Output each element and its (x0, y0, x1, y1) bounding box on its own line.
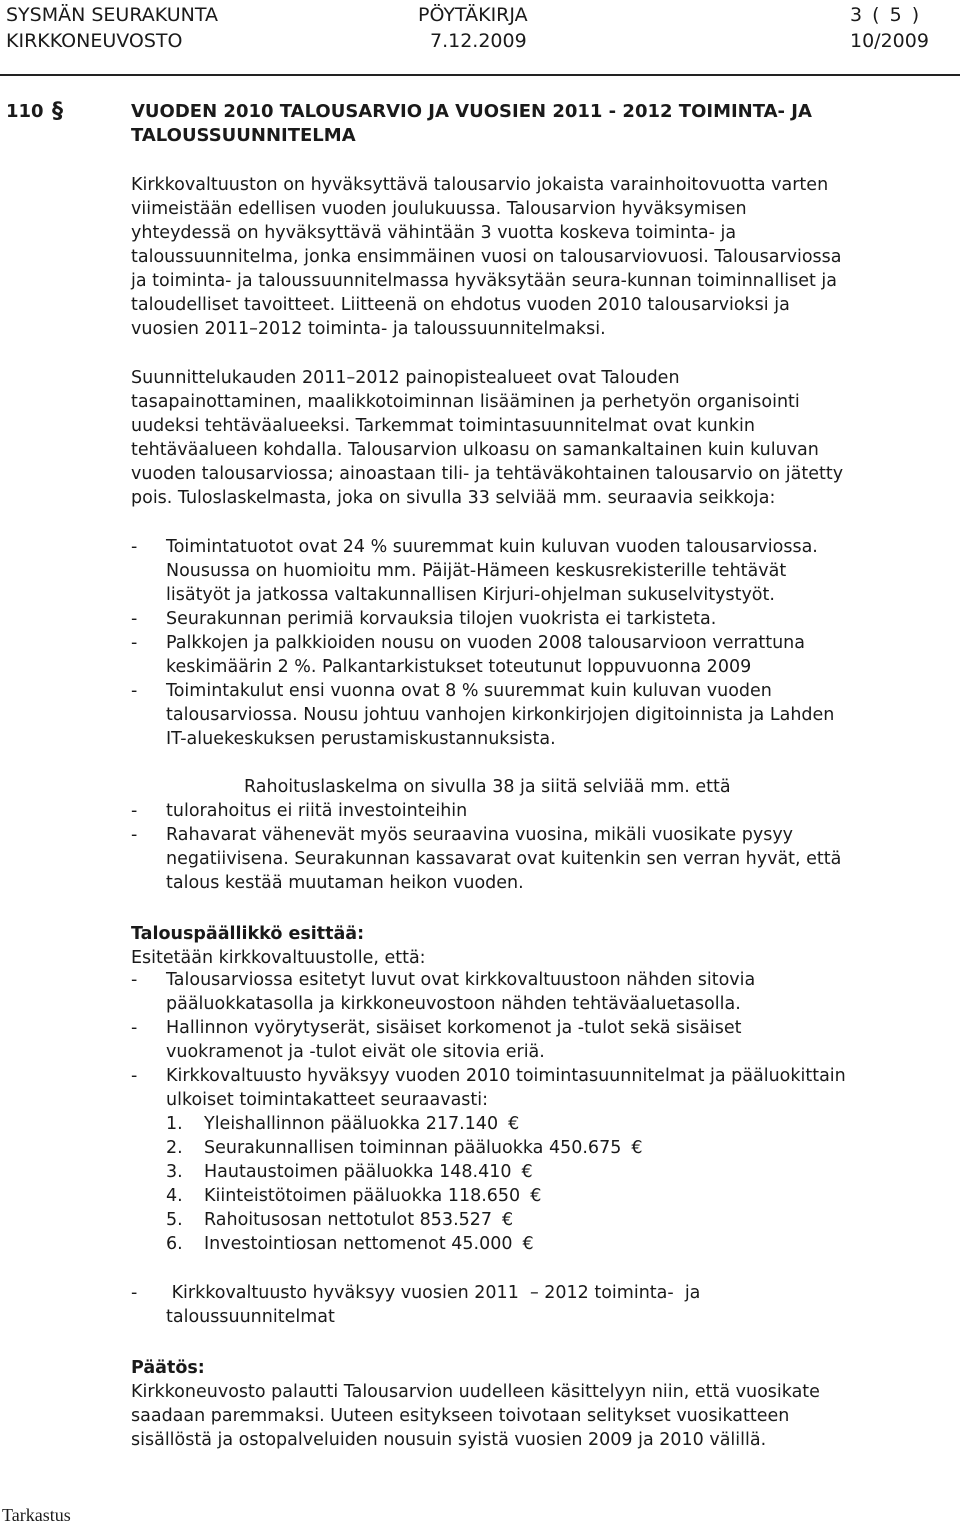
list-item: Rahavarat vähenevät myös seuraavina vuosina, mikäli vuosikate pysyy (166, 825, 794, 845)
text-line: Kirkkoneuvosto palautti Talousarvion uudelleen käsittelyyn niin, että vuosikate (131, 1382, 820, 1402)
text-line: ja toiminta- ja taloussuunnitelmassa hyväksytään seura-kunnan toiminnalliset ja (131, 271, 837, 291)
meeting-date: 7.12.2009 (430, 30, 527, 52)
budget-line (204, 1114, 519, 1134)
text-line: tehtäväalueen kohdalla. Talousarvion ulkoasu on samankaltainen kuin kuluvan (131, 440, 819, 460)
proposal-heading: Talouspäällikkö esittää: (131, 924, 365, 944)
list-dash: - (131, 1283, 138, 1303)
budget-number: 1. (166, 1114, 183, 1134)
budget-number: 6. (166, 1234, 183, 1254)
budget-text: Seurakunnallisen toiminnan pääluokka 450.675 (204, 1138, 622, 1158)
text-line: taloussuunnitelma, jonka ensimmäinen vuosi on talousarviovuosi. Talousarviossa (131, 247, 842, 267)
list-item: vuokramenot ja -tulot eivät ole sitovia eriä. (166, 1042, 545, 1062)
list-item: Palkkojen ja palkkioiden nousu on vuoden 2008 talousarvioon verrattuna (166, 633, 805, 653)
euro-icon: € (522, 1234, 534, 1254)
list-dash: - (131, 825, 138, 845)
list-item: negatiivisena. Seurakunnan kassavarat ovat kuitenkin sen verran hyvät, että (166, 849, 842, 869)
list-item: keskimäärin 2 %. Palkantarkistukset toteutunut loppuvuonna 2009 (166, 657, 752, 677)
budget-number: 4. (166, 1186, 183, 1206)
text-line: Suunnittelukauden 2011–2012 painopistealueet ovat Talouden (131, 368, 680, 388)
list-item: ulkoiset toimintakatteet seuraavasti: (166, 1090, 489, 1110)
list-item: taloussuunnitelmat (166, 1307, 335, 1327)
text-line: Kirkkovaltuuston on hyväksyttävä talousarvio jokaista varainhoitovuotta varten (131, 175, 829, 195)
page-number: 3 ( 5 ) (850, 4, 920, 26)
list-dash: - (131, 1066, 138, 1086)
budget-text: Rahoitusosan nettotulot 853.527 (204, 1210, 493, 1230)
list-item: lisätyöt ja jatkossa valtakunnallisen Kirjuri-ohjelman sukuselvitystyöt. (166, 585, 775, 605)
budget-number: 2. (166, 1138, 183, 1158)
budget-text: Yleishallinnon pääluokka 217.140 (204, 1114, 499, 1134)
list-dash: - (131, 633, 138, 653)
budget-text: Kiinteistötoimen pääluokka 118.650 (204, 1186, 521, 1206)
text-line: viimeistään edellisen vuoden joulukuussa. Talousarvion hyväksymisen (131, 199, 747, 219)
section-title-line1: VUODEN 2010 TALOUSARVIO JA VUOSIEN 2011 - 2012 TOIMINTA- JA (131, 101, 812, 122)
section-title-line2: TALOUSSUUNNITELMA (131, 125, 356, 146)
section-number: 110 (6, 101, 44, 122)
org-name: SYSMÄN SEURAKUNTA (6, 4, 218, 26)
board-name: KIRKKONEUVOSTO (6, 30, 183, 52)
list-dash: - (131, 801, 138, 821)
list-item: IT-aluekeskuksen perustamiskustannuksista. (166, 729, 556, 749)
budget-line (204, 1234, 534, 1254)
list-item: pääluokkatasolla ja kirkkoneuvostoon nähden tehtäväaluetasolla. (166, 994, 741, 1014)
list-item: Hallinnon vyörytyserät, sisäiset korkomenot ja -tulot sekä sisäiset (166, 1018, 742, 1038)
doc-type: PÖYTÄKIRJA (418, 4, 528, 26)
text-line: vuosien 2011–2012 toiminta- ja taloussuunnitelmaksi. (131, 319, 606, 339)
list-dash: - (131, 681, 138, 701)
proposal-intro: Esitetään kirkkovaltuustolle, että: (131, 948, 426, 968)
header-divider (0, 74, 960, 76)
meeting-number: 10/2009 (850, 30, 929, 52)
list-item: Kirkkovaltuusto hyväksyy vuoden 2010 toimintasuunnitelmat ja pääluokittain (166, 1066, 846, 1086)
budget-text: Hautaustoimen pääluokka 148.410 (204, 1162, 512, 1182)
text-line: taloudelliset tavoitteet. Liitteenä on ehdotus vuoden 2010 talousarvioksi ja (131, 295, 790, 315)
text-line: uudeksi tehtäväalueeksi. Tarkemmat toimintasuunnitelmat ovat kunkin (131, 416, 755, 436)
euro-icon: € (631, 1138, 643, 1158)
euro-icon: € (508, 1114, 520, 1134)
text-line: vuoden talousarviossa; ainoastaan tili- ja tehtäväkohtainen talousarvio on jätetty (131, 464, 844, 484)
text-line: sisällöstä ja ostopalveluiden nousuin syistä vuosien 2009 ja 2010 välillä. (131, 1430, 767, 1450)
list-dash: - (131, 970, 138, 990)
section-symbol: § (52, 99, 63, 124)
budget-line (204, 1162, 533, 1182)
budget-line (204, 1210, 513, 1230)
list-item: talousarviossa. Nousu johtuu vanhojen kirkonkirjojen digitoinnista ja Lahden (166, 705, 835, 725)
budget-line (204, 1138, 642, 1158)
text-line: tasapainottaminen, maalikkotoiminnan lisääminen ja perhetyön organisointi (131, 392, 800, 412)
list-dash: - (131, 609, 138, 629)
list-dash: - (131, 1018, 138, 1038)
budget-number: 5. (166, 1210, 183, 1230)
list-item: Talousarviossa esitetyt luvut ovat kirkkovaltuustoon nähden sitovia (166, 970, 756, 990)
decision-heading: Päätös: (131, 1358, 205, 1378)
budget-line (204, 1186, 541, 1206)
list-item: Nousussa on huomioitu mm. Päijät-Hämeen keskusrekisterille tehtävät (166, 561, 787, 581)
euro-icon: € (521, 1162, 533, 1182)
budget-text: Investointiosan nettomenot 45.000 (204, 1234, 513, 1254)
list-item: Toimintakulut ensi vuonna ovat 8 % suuremmat kuin kuluvan vuoden (166, 681, 772, 701)
list-item: talous kestää muutaman heikon vuoden. (166, 873, 524, 893)
euro-icon: € (502, 1210, 514, 1230)
list-item: Kirkkovaltuusto hyväksyy vuosien 2011 – 2012 toiminta- ja (166, 1283, 701, 1303)
list-item: tulorahoitus ei riitä investointeihin (166, 801, 468, 821)
text-line: yhteydessä on hyväksyttävä vähintään 3 vuotta koskeva toiminta- ja (131, 223, 737, 243)
budget-number: 3. (166, 1162, 183, 1182)
cash-flow-intro: Rahoituslaskelma on sivulla 38 ja siitä selviää mm. että (244, 777, 731, 797)
footer-label: Tarkastus (2, 1505, 71, 1525)
euro-icon: € (530, 1186, 542, 1206)
text-line: saadaan paremmaksi. Uuteen esitykseen toivotaan selitykset vuosikatteen (131, 1406, 790, 1426)
text-line: pois. Tuloslaskelmasta, joka on sivulla 33 selviää mm. seuraavia seikkoja: (131, 488, 776, 508)
list-item: Seurakunnan perimiä korvauksia tilojen vuokrista ei tarkisteta. (166, 609, 717, 629)
list-dash: - (131, 537, 138, 557)
list-item: Toimintatuotot ovat 24 % suuremmat kuin kuluvan vuoden talousarviossa. (166, 537, 818, 557)
